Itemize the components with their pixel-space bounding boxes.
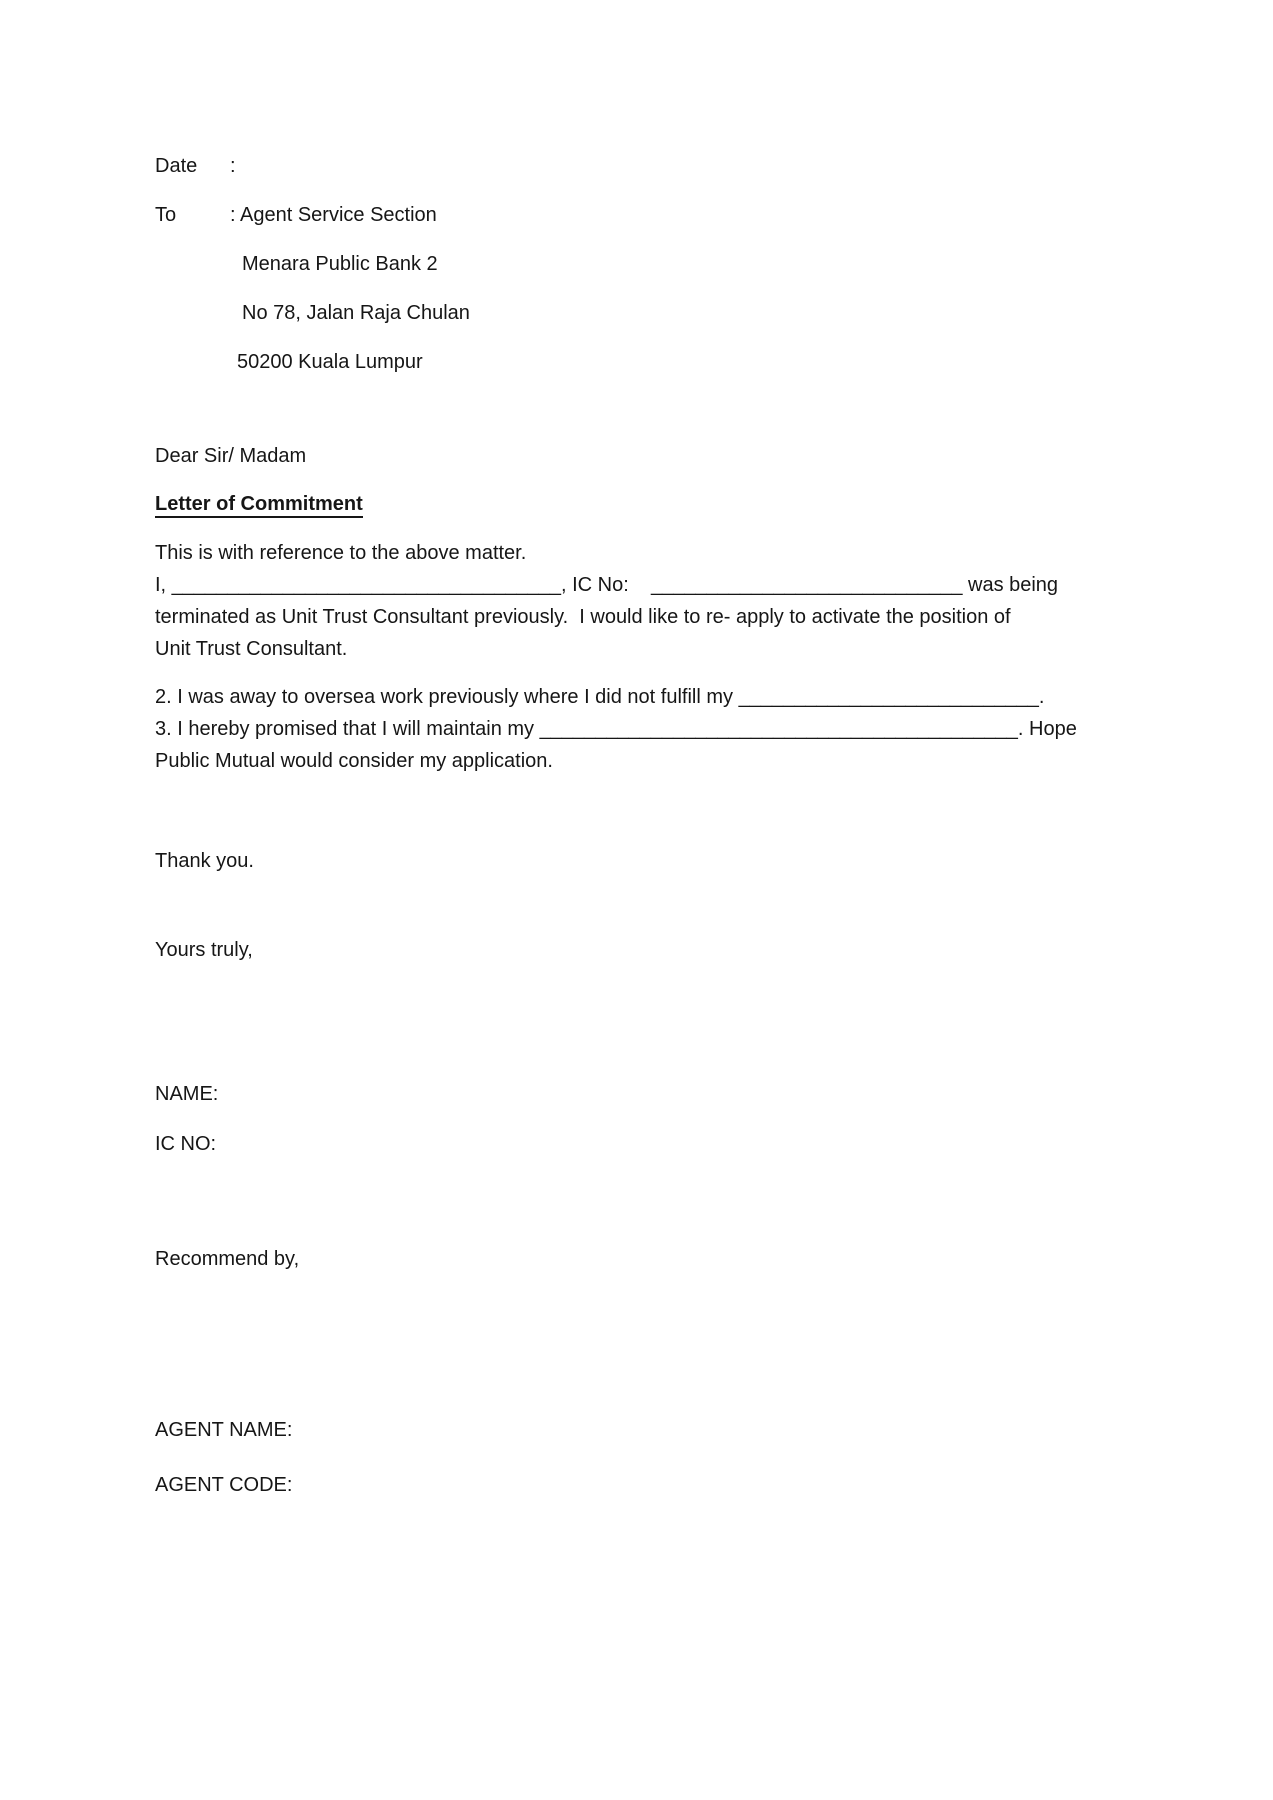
item-3-paragraph (155, 713, 1163, 777)
to-line (155, 199, 1163, 231)
subject-title-text: Letter of Commitment (155, 493, 363, 518)
to-label: To (155, 204, 177, 226)
name-label: NAME: (155, 1083, 219, 1105)
yours-truly-line: Yours truly, (155, 939, 253, 961)
date-value: : (230, 155, 236, 177)
commitment-line-2: terminated as Unit Trust Consultant previously. I would like to re- apply to activate the position of (155, 606, 1011, 628)
agent-code-label: AGENT CODE: (155, 1474, 293, 1496)
item-2-paragraph: 2. I was away to oversea work previously where I did not fulfill my ___________________________. (155, 686, 1045, 708)
subject-title (155, 488, 1163, 520)
commitment-line-3: Unit Trust Consultant. (155, 638, 348, 660)
ic-no-label: IC NO: (155, 1133, 217, 1155)
address-line-1: Menara Public Bank 2 (242, 253, 438, 275)
item-3-line-1: 3. I hereby promised that I will maintain my ___________________________________________. Hope (155, 718, 1077, 740)
date-label: Date (155, 155, 198, 177)
address-line-2: No 78, Jalan Raja Chulan (242, 302, 470, 324)
address-line-3: 50200 Kuala Lumpur (237, 351, 423, 373)
recommend-by-line: Recommend by, (155, 1248, 300, 1270)
date-line (155, 150, 1163, 182)
to-value: : Agent Service Section (230, 204, 437, 226)
intro-paragraph: This is with reference to the above matter. (155, 542, 527, 564)
commitment-line-1: I, ___________________________________, IC No: ____________________________ was being (155, 574, 1059, 596)
salutation: Dear Sir/ Madam (155, 445, 307, 467)
thank-you-line: Thank you. (155, 850, 254, 872)
commitment-paragraph (155, 569, 1163, 665)
agent-name-label: AGENT NAME: (155, 1419, 293, 1441)
item-3-line-2: Public Mutual would consider my application. (155, 750, 553, 772)
